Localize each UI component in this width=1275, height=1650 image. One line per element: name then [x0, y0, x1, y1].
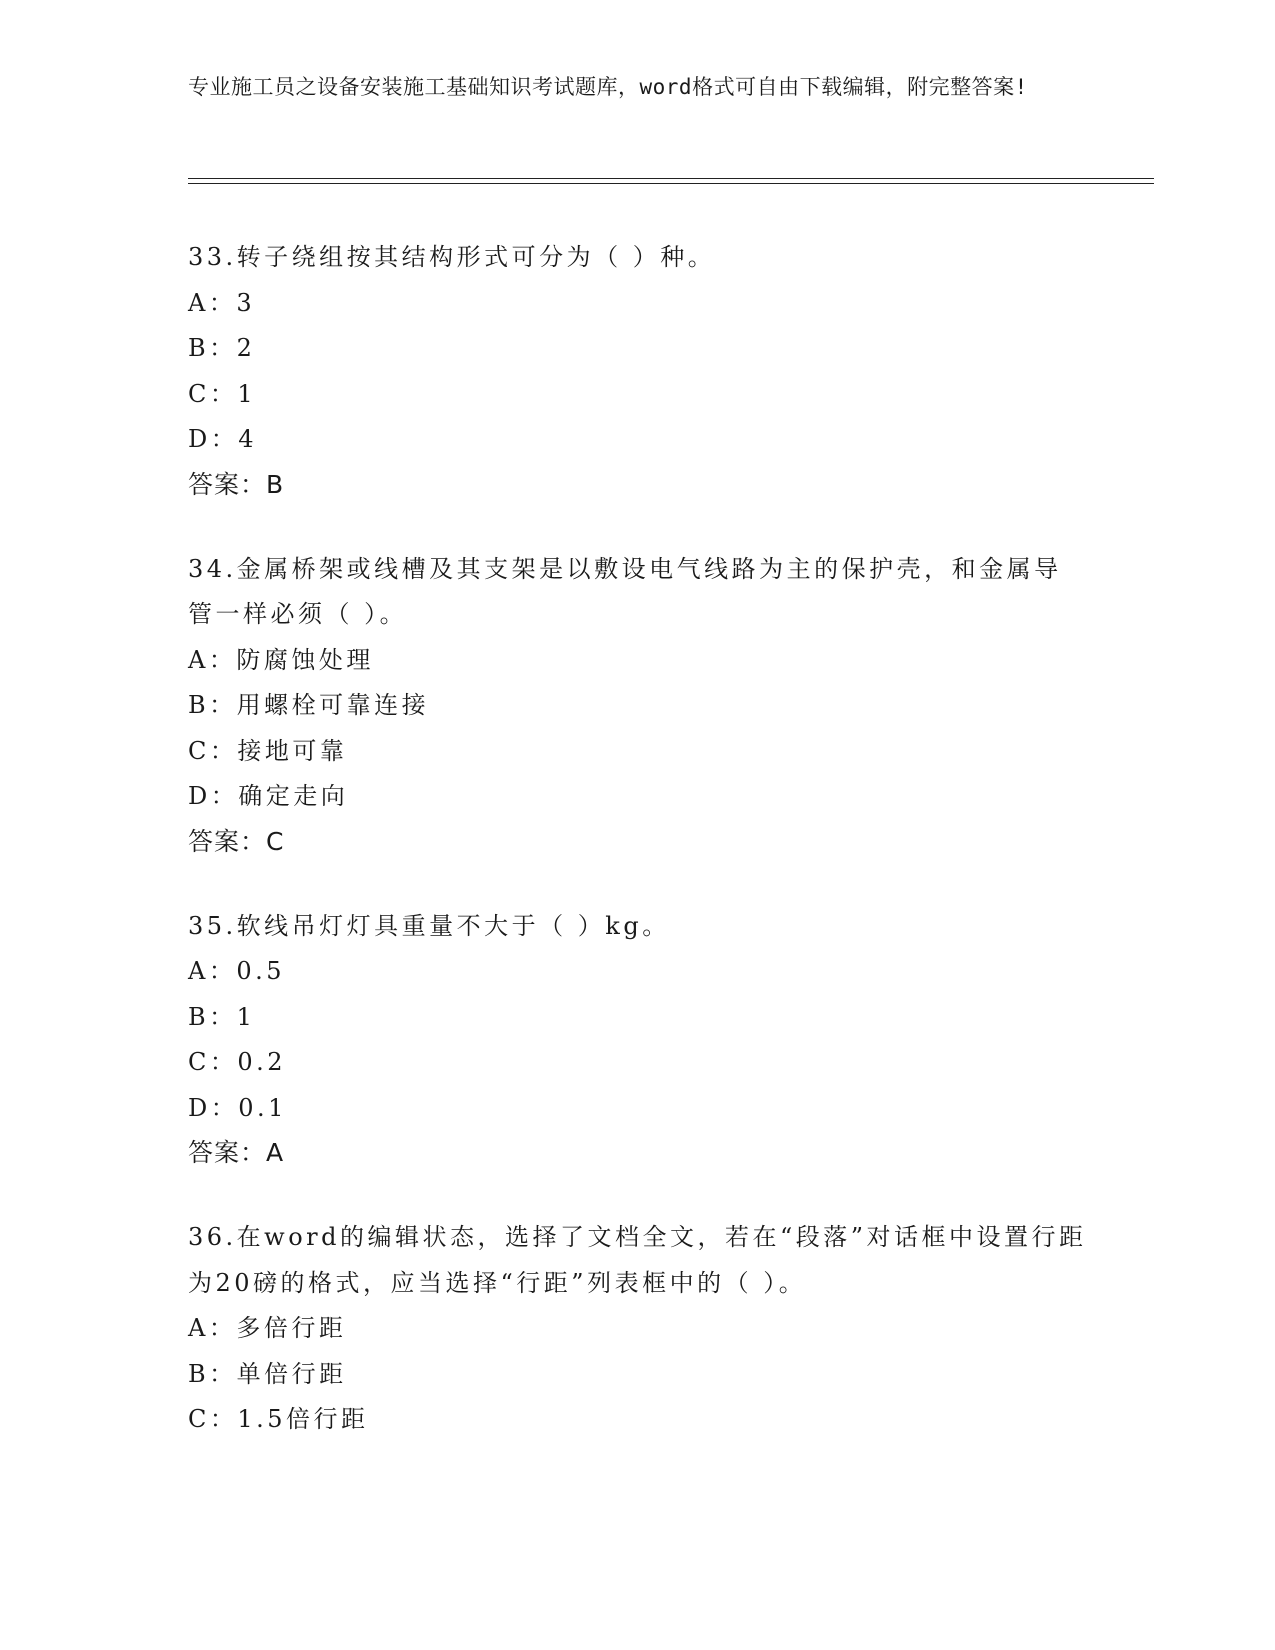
document-header	[188, 71, 1088, 104]
option-a: A：3	[188, 288, 256, 317]
answer-line: 答案：C	[188, 826, 285, 856]
option-b: B：单倍行距	[188, 1359, 347, 1388]
header-title: 专业施工员之设备安装施工基础知识考试题库，word格式可自由下载编辑，附完整答案!	[188, 75, 1028, 99]
option-b: B：用螺栓可靠连接	[188, 691, 430, 719]
option-b: B：2	[188, 334, 256, 362]
header-divider	[188, 178, 1154, 184]
question-36	[188, 1215, 1088, 1443]
option-d: D：4	[188, 425, 258, 453]
option-b: B：1	[188, 1002, 256, 1031]
option-c: C：0.2	[188, 1048, 287, 1076]
question-stem: 36.在word的编辑状态，选择了文档全文，若在“段落”对话框中设置行距为20磅的格式，应当选择“行距”列表框中的（ ）。	[188, 1223, 1087, 1297]
option-a: A：防腐蚀处理	[188, 645, 374, 674]
option-d: D：确定走向	[188, 782, 349, 810]
option-a: A：多倍行距	[188, 1314, 347, 1342]
option-c: C：接地可靠	[188, 736, 348, 765]
option-c: C：1.5倍行距	[188, 1405, 369, 1433]
option-a: A：0.5	[188, 957, 285, 985]
question-list	[188, 235, 1088, 1483]
option-c: C：1	[188, 379, 257, 408]
question-34	[188, 547, 1088, 864]
question-stem: 35.软线吊灯灯具重量不大于（ ）kg。	[188, 911, 670, 940]
question-stem: 33.转子绕组按其结构形式可分为（ ）种。	[188, 243, 716, 271]
question-33	[188, 235, 1088, 507]
answer-line: 答案：A	[188, 1138, 285, 1167]
question-stem: 34.金属桥架或线槽及其支架是以敷设电气线路为主的保护壳，和金属导管一样必须（ ）。	[188, 554, 1062, 628]
answer-line: 答案：B	[188, 469, 285, 499]
option-d: D：0.1	[188, 1093, 287, 1122]
question-35	[188, 904, 1088, 1176]
